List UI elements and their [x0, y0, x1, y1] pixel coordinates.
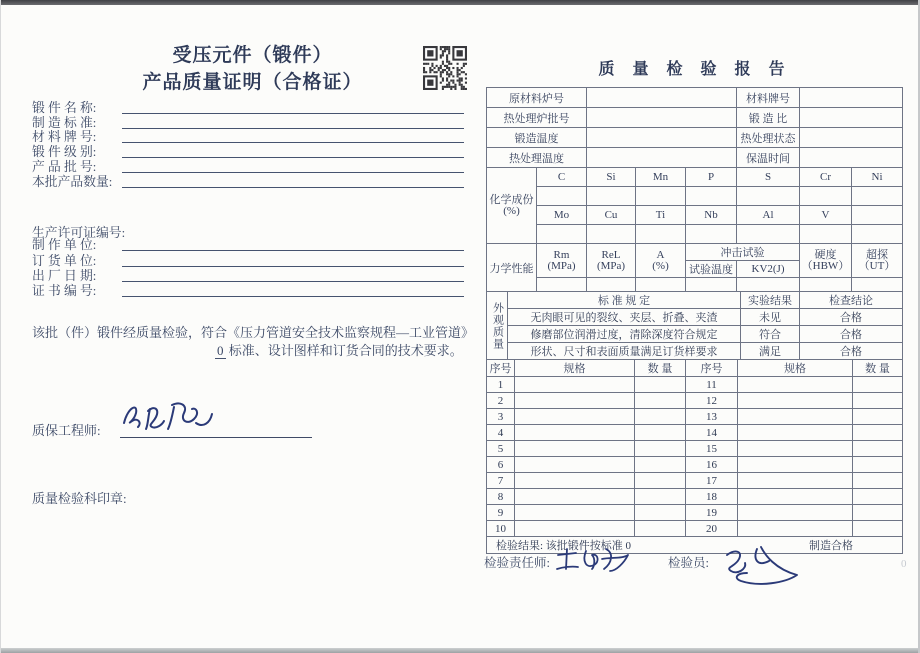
blank-fill-line: [122, 296, 464, 297]
appearance-result: 符合: [741, 326, 800, 343]
blank-fill-line: [122, 113, 464, 114]
info-label: 热处理温度: [487, 148, 587, 168]
spec-header: 规格: [515, 360, 635, 377]
inspector-label: 检验员:: [667, 556, 709, 570]
conformity-statement-line2-text: 标准、设计图样和订货合同的技术要求。: [228, 343, 463, 358]
conformity-statement-line1: 该批（件）锻件经质量检验，符合《压力管道安全技术监察规程—工业管道》: [32, 325, 475, 340]
certificate-title: [60, 42, 445, 96]
serial-header: 序号: [686, 360, 738, 377]
rel-header: [587, 244, 636, 278]
table-row: [487, 326, 903, 343]
qty-cell: [853, 393, 903, 409]
conformity-statement-line2: [32, 342, 468, 360]
inspector-signature: [713, 545, 803, 591]
info-value: [587, 148, 737, 168]
element-value: [737, 225, 800, 244]
chemistry-section-label: [487, 168, 537, 244]
serial-number-cell: 7: [487, 473, 515, 489]
element-header: S: [737, 168, 800, 187]
spec-cell: [515, 489, 635, 505]
info-label: 锻 造 比: [737, 108, 800, 128]
mechanical-section-label: 力学性能: [487, 244, 537, 292]
blank-fill-line: [122, 157, 464, 158]
blank-fill-line: [122, 172, 464, 173]
responsible-inspector-label: 检验责任师:: [484, 556, 550, 570]
element-header: Mn: [636, 168, 686, 187]
rel-unit: (MPa): [596, 259, 626, 272]
blank-fill-line: [122, 266, 464, 267]
qty-cell: [635, 393, 686, 409]
element-value: [737, 187, 800, 206]
conformity-statement: [32, 324, 475, 360]
table-row: [487, 187, 903, 206]
spec-cell: [738, 521, 853, 537]
qty-cell: [853, 457, 903, 473]
info-label: 原材料炉号: [487, 88, 587, 108]
qa-engineer-signature: [118, 397, 218, 442]
serial-number-cell: 20: [686, 521, 738, 537]
serial-number-cell: 13: [686, 409, 738, 425]
report-info-table: [486, 87, 903, 168]
rm-symbol: Rm: [553, 248, 570, 261]
spec-cell: [738, 489, 853, 505]
table-row: [487, 457, 903, 473]
blank-fill-line: [122, 250, 464, 251]
elongation-symbol: A: [656, 248, 665, 261]
spec-cell: [515, 377, 635, 393]
element-value: [686, 225, 737, 244]
field-production-license: 生产许可证编号:: [32, 226, 126, 240]
blank-fill-line: [122, 128, 464, 129]
element-value: [537, 187, 587, 206]
appearance-standard: 形状、尺寸和表面质量满足订货样要求: [508, 343, 741, 360]
spec-cell: [738, 457, 853, 473]
serial-number-cell: 10: [487, 521, 515, 537]
qa-engineer-label: 质保工程师:: [32, 423, 101, 438]
mechanical-table: [486, 243, 903, 292]
certificate-fields-group1: [32, 101, 464, 190]
element-value: [537, 225, 587, 244]
element-header: [852, 206, 903, 225]
serial-number-cell: 19: [686, 505, 738, 521]
spec-cell: [738, 409, 853, 425]
element-value: [636, 187, 686, 206]
table-row: [487, 309, 903, 326]
appearance-result: 未见: [741, 309, 800, 326]
field-label: 本批产品数量:: [32, 174, 113, 189]
qty-header: 数 量: [853, 360, 903, 377]
element-value: [852, 225, 903, 244]
qty-cell: [635, 505, 686, 521]
element-value: [587, 225, 636, 244]
serial-number-cell: 8: [487, 489, 515, 505]
table-row: [487, 489, 903, 505]
element-value: [636, 225, 686, 244]
qty-cell: [853, 441, 903, 457]
element-header: P: [686, 168, 737, 187]
field-label: 证 书 编 号:: [32, 284, 97, 299]
scan-artifact-zero: 0: [901, 558, 907, 570]
table-row: [487, 225, 903, 244]
field-label: 出 厂 日 期:: [32, 268, 97, 283]
spec-cell: [515, 425, 635, 441]
blank-fill-line: [122, 142, 464, 143]
element-header: Nb: [686, 206, 737, 225]
appearance-conclusion: 合格: [800, 326, 903, 343]
mechanical-value: [636, 278, 686, 292]
certificate-title-line2: 产品质量证明（合格证）: [142, 72, 363, 93]
scan-edge-left: [0, 0, 1, 653]
responsible-inspector-signature: [554, 545, 634, 579]
info-value: [800, 128, 903, 148]
statement-standard-blank: 0: [217, 343, 224, 358]
ut-header: [852, 244, 903, 278]
spec-cell: [515, 521, 635, 537]
serial-number-cell: 18: [686, 489, 738, 505]
element-header: Cu: [587, 206, 636, 225]
spec-cell: [515, 393, 635, 409]
qty-cell: [853, 425, 903, 441]
chemistry-table: [486, 167, 903, 244]
element-value: [852, 187, 903, 206]
serial-number-cell: 5: [487, 441, 515, 457]
serial-number-cell: 14: [686, 425, 738, 441]
qty-cell: [635, 425, 686, 441]
element-header: Si: [587, 168, 636, 187]
serial-table: [486, 359, 903, 554]
certificate-fields-group2: [32, 238, 464, 299]
mechanical-value: [537, 278, 587, 292]
hardness-symbol: 硬度: [814, 248, 837, 261]
qty-cell: [853, 521, 903, 537]
ut-unit: （UT）: [858, 259, 896, 272]
table-row: [487, 88, 903, 108]
report-signature-row: [484, 553, 914, 591]
elongation-header: [636, 244, 686, 278]
element-header: V: [800, 206, 852, 225]
spec-cell: [515, 473, 635, 489]
appearance-standard: 无肉眼可见的裂纹、夹层、折叠、夹渣: [508, 309, 741, 326]
certificate-title-line1: 受压元件（锻件）: [172, 45, 333, 66]
serial-header: 序号: [487, 360, 515, 377]
appearance-section-label: 外观质量: [487, 292, 508, 360]
spec-cell: [515, 441, 635, 457]
qty-cell: [853, 473, 903, 489]
serial-number-cell: 6: [487, 457, 515, 473]
qty-cell: [635, 457, 686, 473]
qty-cell: [635, 409, 686, 425]
qty-cell: [853, 505, 903, 521]
mechanical-value: [800, 278, 852, 292]
qty-cell: [853, 409, 903, 425]
rm-unit: (MPa): [547, 259, 576, 272]
qty-cell: [853, 377, 903, 393]
table-row: [487, 409, 903, 425]
field-label: 订 货 单 位:: [32, 253, 97, 268]
spec-cell: [515, 505, 635, 521]
info-label: 保温时间: [737, 148, 800, 168]
spec-cell: [738, 473, 853, 489]
serial-number-cell: 4: [487, 425, 515, 441]
table-row: [487, 505, 903, 521]
hardness-header: [800, 244, 852, 278]
impact-kv-header: KV2(J): [737, 261, 800, 278]
info-value: [587, 88, 737, 108]
serial-number-cell: 9: [487, 505, 515, 521]
info-label: 热处理状态: [737, 128, 800, 148]
serial-number-cell: 15: [686, 441, 738, 457]
spec-cell: [738, 377, 853, 393]
field-label: 锻 件 级 别:: [32, 145, 97, 160]
qty-cell: [635, 521, 686, 537]
table-row: [487, 377, 903, 393]
mechanical-value: [737, 278, 800, 292]
spec-cell: [515, 457, 635, 473]
info-value: [800, 88, 903, 108]
table-row: [487, 393, 903, 409]
table-row: [487, 108, 903, 128]
info-label: 材料牌号: [737, 88, 800, 108]
qty-cell: [635, 441, 686, 457]
table-row: [487, 128, 903, 148]
serial-number-cell: 2: [487, 393, 515, 409]
qty-cell: [635, 473, 686, 489]
info-value: [587, 128, 737, 148]
inspection-result-text: 检验结果: 该批锻件按标准 0: [496, 540, 632, 552]
table-row: [487, 244, 903, 261]
qty-cell: [635, 377, 686, 393]
spec-cell: [515, 409, 635, 425]
qr-code: [423, 46, 467, 90]
table-row: [487, 148, 903, 168]
appearance-table: [486, 291, 903, 360]
element-value: [800, 225, 852, 244]
ut-symbol: 超探: [866, 248, 888, 261]
qa-signature-line: [120, 437, 312, 438]
appearance-standard-header: 标 准 规 定: [508, 292, 741, 309]
field-batch-quantity: [32, 175, 464, 190]
element-value: [587, 187, 636, 206]
table-row: [487, 521, 903, 537]
spec-cell: [738, 441, 853, 457]
spec-cell: [738, 393, 853, 409]
serial-number-cell: 17: [686, 473, 738, 489]
serial-number-cell: 16: [686, 457, 738, 473]
appearance-result-header: 实验结果: [741, 292, 800, 309]
impact-test-header: 冲击试验: [686, 244, 800, 261]
elongation-unit: (%): [652, 259, 669, 272]
appearance-standard: 修磨部位润滑过度，清除深度符合规定: [508, 326, 741, 343]
info-value: [587, 108, 737, 128]
hardness-unit: （HBW）: [801, 259, 850, 272]
field-label: 产 品 批 号:: [32, 159, 97, 174]
blank-fill-line: [122, 187, 464, 188]
scan-edge-bottom: [0, 648, 920, 653]
appearance-conclusion: 合格: [800, 309, 903, 326]
element-header: Ti: [636, 206, 686, 225]
field-certificate-number: [32, 284, 464, 299]
report-title: 质 量 检 验 报 告: [598, 61, 792, 78]
qty-cell: [853, 489, 903, 505]
serial-number-cell: 11: [686, 377, 738, 393]
impact-temp-header: 试验温度: [686, 261, 737, 278]
element-header: Cr: [800, 168, 852, 187]
serial-number-cell: 1: [487, 377, 515, 393]
chemistry-unit-text: (%): [503, 204, 520, 217]
element-header: Al: [737, 206, 800, 225]
spec-cell: [738, 425, 853, 441]
table-row: [487, 168, 903, 187]
appearance-conclusion: 合格: [800, 343, 903, 360]
info-label: 锻造温度: [487, 128, 587, 148]
qty-cell: [635, 489, 686, 505]
element-header: Mo: [537, 206, 587, 225]
table-row: [487, 441, 903, 457]
mechanical-value: [686, 278, 737, 292]
report-table: [486, 87, 903, 554]
info-value: [800, 148, 903, 168]
qty-header: 数 量: [635, 360, 686, 377]
table-row: [487, 292, 903, 309]
rm-header: [537, 244, 587, 278]
spec-header: 规格: [738, 360, 853, 377]
table-row: [487, 473, 903, 489]
table-row: [487, 343, 903, 360]
scan-edge-top: [0, 0, 920, 5]
field-label: 制 作 单 位:: [32, 238, 97, 253]
spec-cell: [738, 505, 853, 521]
appearance-conclusion-header: 检查结论: [800, 292, 903, 309]
result-row: [487, 537, 903, 554]
element-value: [686, 187, 737, 206]
inspection-result-cell: [487, 537, 903, 554]
table-row: [487, 278, 903, 292]
serial-number-cell: 12: [686, 393, 738, 409]
element-value: [800, 187, 852, 206]
table-row: [487, 206, 903, 225]
serial-number-cell: 3: [487, 409, 515, 425]
table-row: [487, 360, 903, 377]
info-value: [800, 108, 903, 128]
manufacture-qualified-text: 制造合格: [809, 540, 853, 552]
element-header: C: [537, 168, 587, 187]
mechanical-value: [852, 278, 903, 292]
blank-fill-line: [122, 281, 464, 282]
element-header: Ni: [852, 168, 903, 187]
inspection-seal-label: 质量检验科印章:: [32, 491, 127, 506]
rel-symbol: ReL: [601, 248, 621, 261]
chemistry-label-text: 化学成份: [489, 193, 534, 206]
info-label: 热处理炉批号: [487, 108, 587, 128]
table-row: [487, 425, 903, 441]
appearance-result: 满足: [741, 343, 800, 360]
field-label: 材 料 牌 号:: [32, 130, 97, 145]
mechanical-value: [587, 278, 636, 292]
field-label: 锻 件 名 称:: [32, 100, 97, 115]
field-label: 制 造 标 准:: [32, 115, 97, 130]
